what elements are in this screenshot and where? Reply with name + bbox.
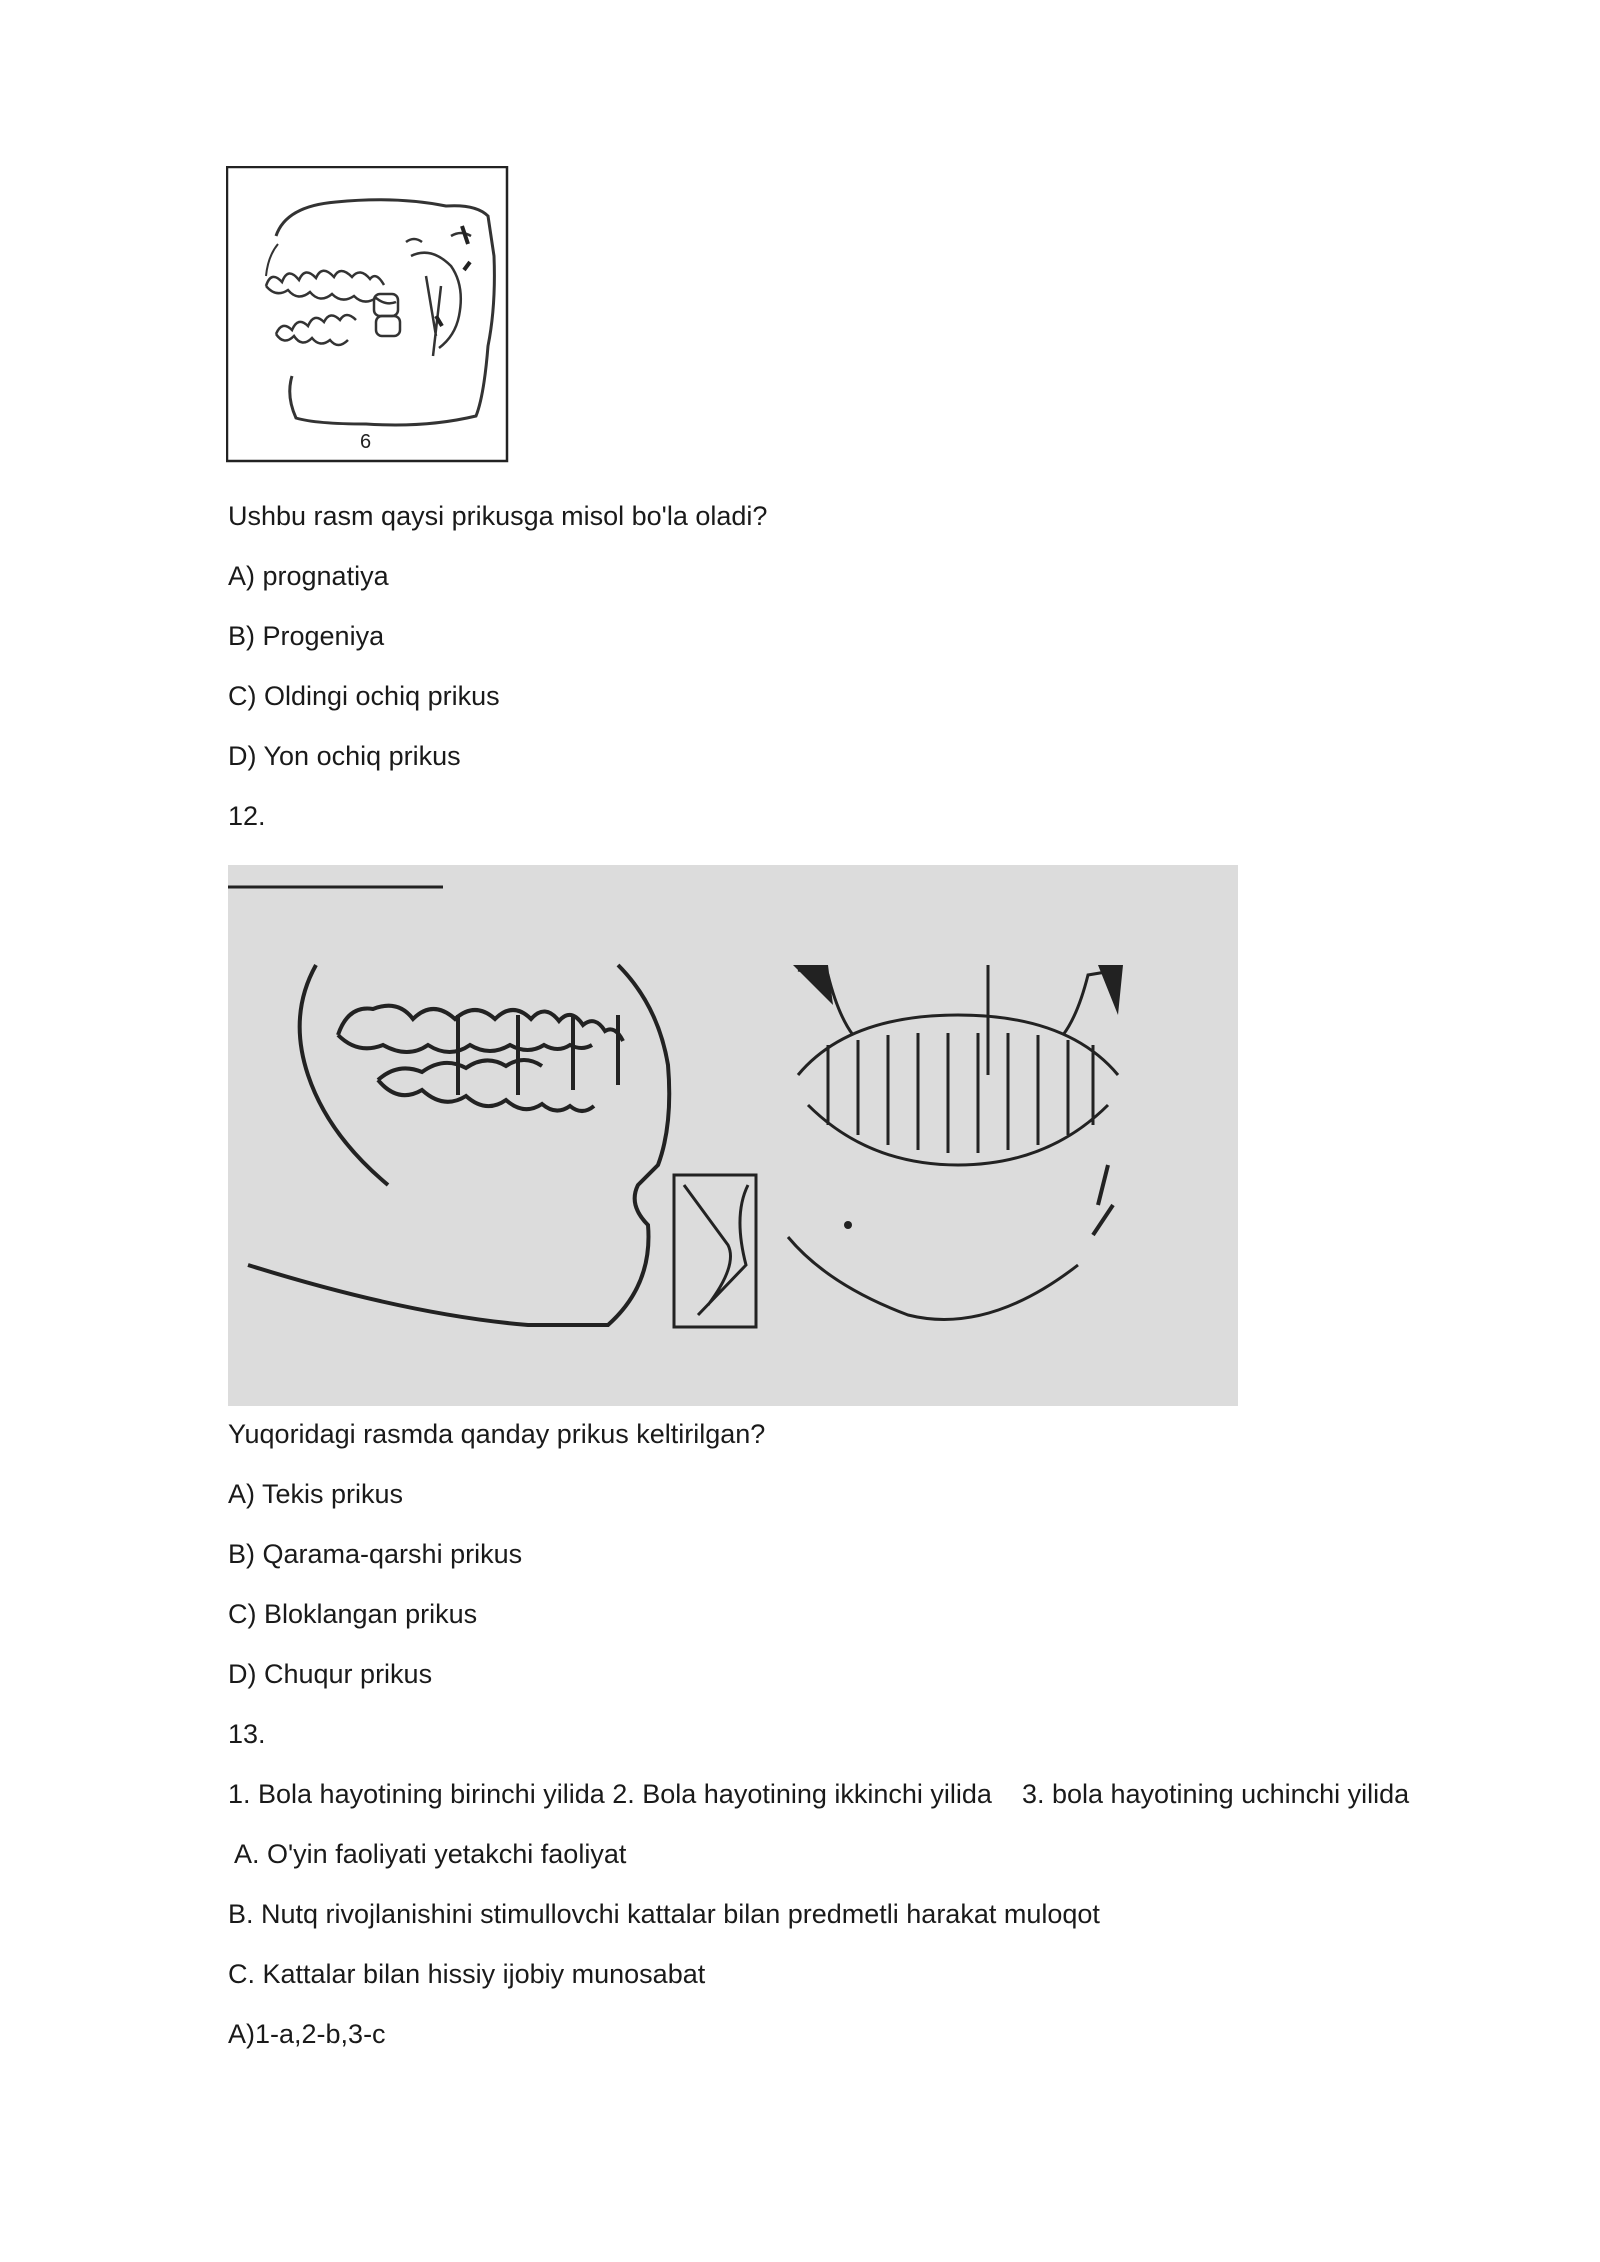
q13-option-b: B. Nutq rivojlanishini stimullovchi kattalar bilan predmetli harakat muloqot (228, 1899, 1100, 1929)
question-12-text: Yuqoridagi rasmda qanday prikus keltirilgan? (228, 1419, 766, 1449)
q12-option-d: D) Chuqur prikus (228, 1659, 433, 1689)
q11-option-b: B) Progeniya (228, 621, 385, 651)
bite-diagram-figure (228, 865, 1238, 1406)
question-13-items: 1. Bola hayotining birinchi yilida 2. Bola hayotining ikkinchi yilida 3. bola hayotining uchinchi yilida (228, 1779, 1410, 1809)
q13-option-a: A. O'yin faoliyati yetakchi faoliyat (228, 1839, 627, 1869)
q11-option-d: D) Yon ochiq prikus (228, 741, 461, 771)
q13-answer: A)1-a,2-b,3-c (228, 2019, 386, 2049)
question-11-text: Ushbu rasm qaysi prikusga misol bo'la oladi? (228, 501, 768, 531)
q11-option-a: A) prognatiya (228, 561, 389, 591)
q12-option-a: A) Tekis prikus (228, 1479, 404, 1509)
figure-label: 6 (360, 431, 372, 453)
jaw-side-view-figure (226, 166, 510, 466)
q11-option-c: C) Oldingi ochiq prikus (228, 681, 500, 711)
question-12-number: 12. (228, 801, 266, 831)
q12-option-c: C) Bloklangan prikus (228, 1599, 478, 1629)
q12-option-b: B) Qarama-qarshi prikus (228, 1539, 523, 1569)
question-13-number: 13. (228, 1719, 266, 1749)
q13-option-c: C. Kattalar bilan hissiy ijobiy munosabat (228, 1959, 706, 1989)
